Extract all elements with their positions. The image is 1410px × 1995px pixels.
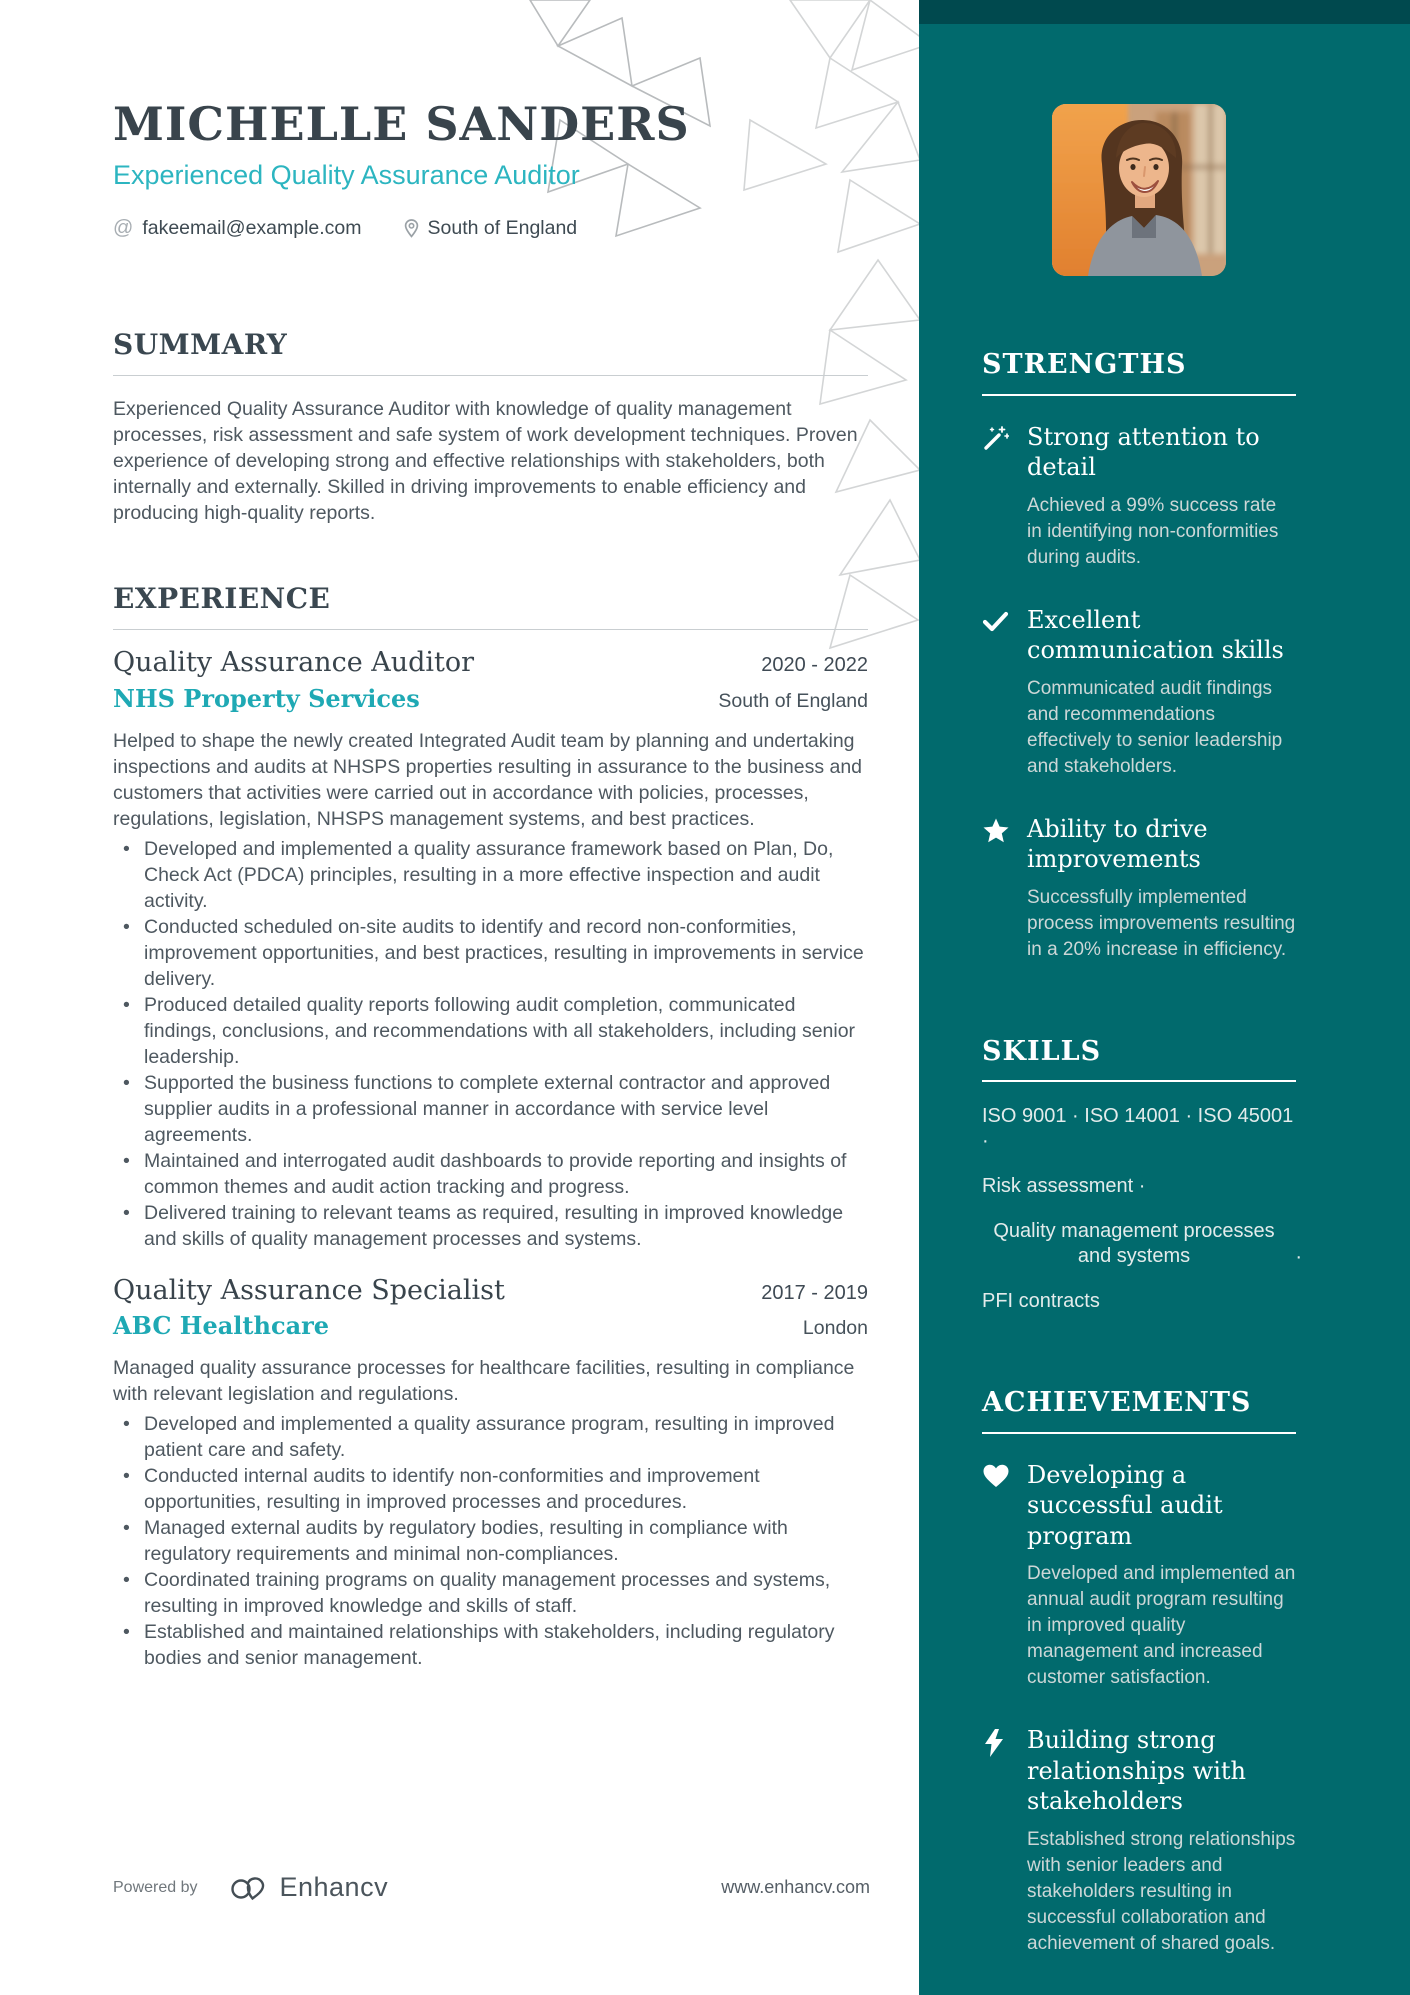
job-intro: Helped to shape the newly created Integrated Audit team by planning and undertaking inspections and audits at NHSPS properties resulting in assurance to the business and customers that activities were carried out in accordance with policies, processes, regulations, legislation, NHSPS management systems, and best practices.: [113, 729, 863, 830]
achievements-section: [982, 1388, 1296, 1957]
strength-item: [982, 814, 1296, 963]
person-name: MICHELLE SANDERS: [113, 97, 690, 151]
achievements-heading: ACHIEVEMENTS: [982, 1387, 1252, 1419]
job-bullet: • Coordinated training programs on quality management processes and systems, resulting in improved knowledge and skills of staff.: [113, 1567, 868, 1619]
section-divider: [982, 1080, 1296, 1082]
experience-section: [113, 584, 868, 1671]
section-divider: [113, 375, 868, 376]
skill-item: PFI contracts: [982, 1290, 1100, 1313]
achievement-title: Building strong relationships with stakeholders: [1027, 1726, 1246, 1816]
experience-entry: [113, 1274, 868, 1672]
enhancv-logo-icon: [230, 1874, 270, 1902]
job-subheader: [113, 1311, 868, 1341]
strength-item: [982, 422, 1296, 571]
section-divider: [113, 629, 868, 630]
job-dates: 2017 - 2019: [761, 1281, 868, 1304]
summary-text: Experienced Quality Assurance Auditor with knowledge of quality management processes, risk assessment and safe system of work development techniques. Proven experience of developing strong and effective relationships with stakeholders, both internally and externally. Skilled in driving improvements to enable efficiency and producing high-quality reports.: [113, 398, 858, 525]
job-bullet-list: [113, 836, 868, 1252]
job-bullet: • Delivered training to relevant teams as required, resulting in improved knowledge and skills of quality management processes and systems.: [113, 1200, 868, 1252]
job-subheader: [113, 684, 868, 714]
job-title: Quality Assurance Specialist: [113, 1274, 505, 1306]
footer-url[interactable]: www.enhancv.com: [721, 1877, 870, 1897]
skills-section: [982, 1035, 1302, 1315]
job-header: [113, 646, 868, 680]
job-bullet: • Conducted internal audits to identify non-conformities and improvement opportunities, resulting in improved processes and procedures.: [113, 1463, 868, 1515]
job-location: London: [802, 1317, 868, 1340]
strengths-section: [982, 350, 1296, 963]
job-bullet: • Conducted scheduled on-site audits to identify and record non-conformities, improvement opportunities, and best practices, resulting in improvements in service delivery.: [113, 914, 868, 992]
checkmark-icon: [982, 605, 1010, 780]
star-icon: [982, 814, 1010, 963]
job-bullet: • Developed and implemented a quality assurance framework based on Plan, Do, Check Act (PDCA) principles, resulting in a more effective inspection and audit activity.: [113, 836, 868, 914]
job-bullet: • Maintained and interrogated audit dashboards to provide reporting and insights of common themes and audit action tracking and progress.: [113, 1148, 868, 1200]
job-company: ABC Healthcare: [113, 1311, 330, 1341]
achievement-text: Developed and implemented an annual audit program resulting in improved quality management and increased customer satisfaction.: [1027, 1563, 1296, 1689]
job-bullet: • Established and maintained relationships with stakeholders, including regulatory bodies and senior management.: [113, 1619, 868, 1671]
contact-row: [113, 217, 868, 240]
job-bullet: • Supported the business functions to complete external contractor and approved supplier audits in a professional manner in accordance with service level agreements.: [113, 1070, 868, 1148]
lightning-bolt-icon: [982, 1725, 1010, 1956]
job-header: [113, 1274, 868, 1308]
heart-icon: [982, 1460, 1010, 1691]
experience-heading: EXPERIENCE: [113, 582, 331, 616]
achievement-item: [982, 1460, 1296, 1691]
section-divider: [982, 394, 1296, 396]
strength-item: [982, 605, 1296, 780]
sidebar: [919, 0, 1410, 1995]
email-item: [113, 217, 362, 240]
job-title: Quality Assurance Auditor: [113, 646, 475, 678]
footer: [113, 1872, 870, 1903]
achievement-title: Developing a successful audit program: [1027, 1460, 1223, 1550]
skill-item: Risk assessment ·: [982, 1175, 1146, 1198]
strength-text: Successfully implemented process improvements resulting in a 20% increase in efficiency.: [1027, 886, 1296, 960]
portrait-photo: [1052, 104, 1226, 276]
job-intro: Managed quality assurance processes for healthcare facilities, resulting in compliance with relevant legislation and regulations.: [113, 1357, 855, 1406]
achievement-item: [982, 1725, 1296, 1956]
strength-text: Communicated audit findings and recommendations effectively to senior leadership and stakeholders.: [1027, 677, 1283, 777]
job-bullet-list: [113, 1411, 868, 1671]
location-value: South of England: [427, 217, 578, 240]
at-icon: @: [113, 217, 134, 240]
strength-title: Ability to drive improvements: [1027, 814, 1208, 874]
strength-text: Achieved a 99% success rate in identifying non-conformities during audits.: [1027, 494, 1279, 568]
summary-heading: SUMMARY: [113, 328, 288, 362]
skills-heading: SKILLS: [982, 1035, 1102, 1067]
magic-wand-icon: [982, 422, 1010, 571]
achievement-text: Established strong relationships with senior leaders and stakeholders resulting in successful collaboration and achievement of shared goals.: [1027, 1828, 1296, 1954]
experience-entry: [113, 646, 868, 1252]
skill-separator-dot: ·: [1295, 1246, 1302, 1269]
job-bullet: • Managed external audits by regulatory bodies, resulting in compliance with regulatory requirements and minimal non-compliances.: [113, 1515, 868, 1567]
brand-name: Enhancv: [279, 1872, 389, 1902]
job-dates: 2020 - 2022: [761, 653, 868, 676]
job-location: South of England: [718, 689, 868, 712]
sidebar-top-band: [919, 0, 1410, 24]
brand-group: [230, 1872, 389, 1903]
skills-list: [982, 1104, 1302, 1314]
location-pin-icon: [404, 219, 419, 238]
location-item: [404, 217, 578, 240]
powered-by-label: Powered by: [113, 1878, 198, 1896]
job-bullet: • Developed and implemented a quality assurance program, resulting in improved patient care and safety.: [113, 1411, 868, 1463]
person-headline: Experienced Quality Assurance Auditor: [113, 159, 580, 190]
skill-item: ISO 9001 · ISO 14001 · ISO 45001 ·: [982, 1105, 1294, 1153]
skill-item-label: Quality management processes and systems: [993, 1220, 1275, 1268]
job-bullet: • Produced detailed quality reports following audit completion, communicated findings, conclusions, and recommendations with all stakeholders, including senior leadership.: [113, 992, 868, 1070]
strength-title: Strong attention to detail: [1027, 422, 1260, 482]
strength-title: Excellent communication skills: [1027, 605, 1284, 665]
strengths-heading: STRENGTHS: [982, 349, 1187, 380]
summary-section: [113, 330, 868, 526]
job-company: NHS Property Services: [113, 683, 420, 713]
skill-item: [982, 1219, 1302, 1269]
section-divider: [982, 1432, 1296, 1434]
email-value[interactable]: fakeemail@example.com: [142, 217, 362, 240]
